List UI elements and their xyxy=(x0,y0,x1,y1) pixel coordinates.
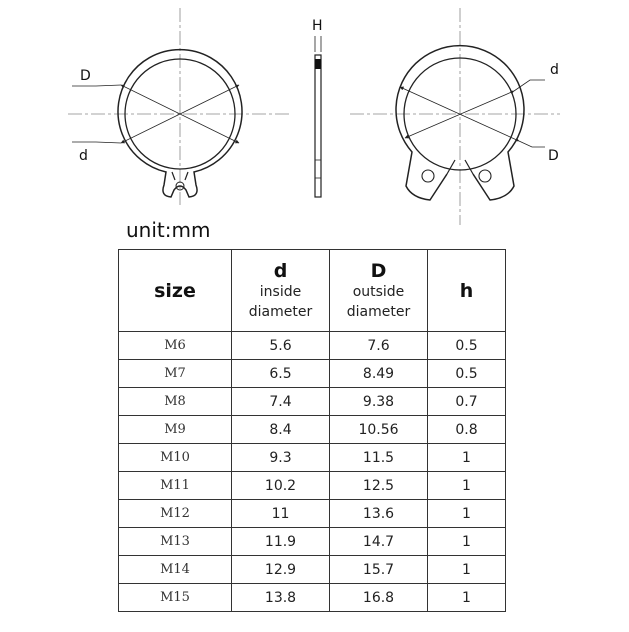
table-row xyxy=(119,472,506,500)
cell-h: 1 xyxy=(428,584,506,612)
cell-D: 8.49 xyxy=(330,360,428,388)
table-row xyxy=(119,388,506,416)
cell-size: M10 xyxy=(119,444,232,472)
table-row xyxy=(119,332,506,360)
cell-d: 10.2 xyxy=(232,472,330,500)
cell-size: M13 xyxy=(119,528,232,556)
cell-d: 5.6 xyxy=(232,332,330,360)
cell-h: 1 xyxy=(428,472,506,500)
cell-d: 13.8 xyxy=(232,584,330,612)
table-row xyxy=(119,556,506,584)
table-row xyxy=(119,584,506,612)
cell-D: 12.5 xyxy=(330,472,428,500)
cell-d: 6.5 xyxy=(232,360,330,388)
header-h-symbol: h xyxy=(459,279,474,302)
header-d-line2: diameter xyxy=(248,303,313,320)
cell-size: M9 xyxy=(119,416,232,444)
right-ring-lug-hole xyxy=(422,170,434,182)
left-label-D: D xyxy=(80,68,91,84)
header-size-label: size xyxy=(154,279,196,302)
side-label-H: H xyxy=(312,18,323,34)
cell-h: 1 xyxy=(428,556,506,584)
header-D-line1: outside xyxy=(352,283,405,300)
cell-D: 14.7 xyxy=(330,528,428,556)
left-ring-drawing xyxy=(68,8,290,205)
cell-size: M15 xyxy=(119,584,232,612)
right-label-d: d xyxy=(550,62,559,78)
table-row xyxy=(119,360,506,388)
table-row xyxy=(119,416,506,444)
cell-h: 1 xyxy=(428,528,506,556)
cell-D: 15.7 xyxy=(330,556,428,584)
side-thickness-drawing xyxy=(312,18,323,197)
cell-h: 0.7 xyxy=(428,388,506,416)
cell-D: 7.6 xyxy=(330,332,428,360)
cell-d: 11 xyxy=(232,500,330,528)
table-row xyxy=(119,444,506,472)
cell-h: 1 xyxy=(428,444,506,472)
cell-d: 7.4 xyxy=(232,388,330,416)
cell-d: 12.9 xyxy=(232,556,330,584)
cell-size: M14 xyxy=(119,556,232,584)
header-h xyxy=(428,250,506,332)
right-ring-drawing xyxy=(350,8,560,225)
header-inside-diameter xyxy=(232,250,330,332)
left-label-d: d xyxy=(79,148,88,164)
header-outside-diameter xyxy=(330,250,428,332)
cell-d: 8.4 xyxy=(232,416,330,444)
right-label-D: D xyxy=(548,148,559,164)
spec-table xyxy=(118,249,506,612)
table-row xyxy=(119,500,506,528)
unit-label: unit:mm xyxy=(126,218,211,242)
cell-D: 11.5 xyxy=(330,444,428,472)
right-ring-lug-hole xyxy=(479,170,491,182)
cell-size: M11 xyxy=(119,472,232,500)
header-d-line1: inside xyxy=(259,283,302,300)
cell-D: 9.38 xyxy=(330,388,428,416)
technical-drawings xyxy=(0,0,629,225)
header-D-line2: diameter xyxy=(346,303,411,320)
cell-D: 16.8 xyxy=(330,584,428,612)
cell-h: 0.8 xyxy=(428,416,506,444)
cell-d: 11.9 xyxy=(232,528,330,556)
header-D-symbol: D xyxy=(370,259,387,282)
header-size xyxy=(119,250,232,332)
table-row xyxy=(119,528,506,556)
spec-table-header xyxy=(119,250,506,332)
side-profile xyxy=(315,55,321,197)
cell-h: 0.5 xyxy=(428,360,506,388)
cell-size: M8 xyxy=(119,388,232,416)
cell-h: 1 xyxy=(428,500,506,528)
cell-size: M7 xyxy=(119,360,232,388)
header-d-symbol: d xyxy=(273,259,288,282)
cell-size: M12 xyxy=(119,500,232,528)
cell-size: M6 xyxy=(119,332,232,360)
cell-D: 10.56 xyxy=(330,416,428,444)
cell-d: 9.3 xyxy=(232,444,330,472)
cell-D: 13.6 xyxy=(330,500,428,528)
cell-h: 0.5 xyxy=(428,332,506,360)
